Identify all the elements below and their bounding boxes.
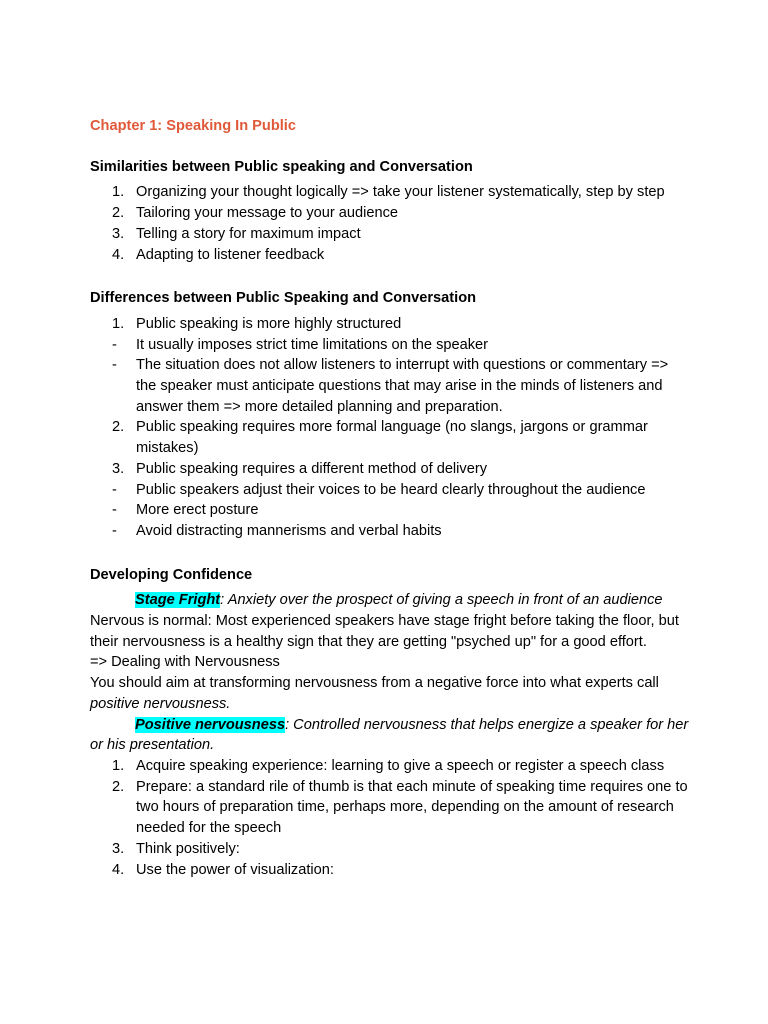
chapter-title: Chapter 1: Speaking In Public (90, 118, 296, 134)
list-item: 2. Tailoring your message to your audience (112, 205, 399, 222)
section-heading-similarities: Similarities between Public speaking and Conversation (90, 158, 473, 175)
list-item: 1. Acquire speaking experience: learning to give a speech or register a speech class (112, 757, 665, 774)
list-item: - It usually imposes strict time limitations on the speaker (112, 336, 489, 353)
dealing-line: => Dealing with Nervousness (90, 654, 280, 671)
list-item: 2. Public speaking requires more formal language (no slangs, jargons or grammar mistakes) (112, 419, 648, 457)
list-item: - The situation does not allow listeners to interrupt with questions or commentary => the speaker must anticipate questions that may arise in the minds of listeners and answer them => more detailed planning and preparation. (112, 357, 669, 415)
section-heading-differences: Differences between Public Speaking and Conversation (90, 290, 477, 307)
list-item: - Public speakers adjust their voices to be heard clearly throughout the audience (112, 481, 646, 498)
list-item: - More erect posture (112, 502, 259, 519)
highlighted-term-positive-nervousness: Positive nervousness (135, 716, 286, 733)
positive-nervousness-definition: Positive nervousness: Controlled nervousness that helps energize a speaker for her or his presentation. (90, 716, 689, 754)
nervous-paragraph: Nervous is normal: Most experienced speakers have stage fright before taking the floor, but their nervousness is a healthy sign that they are getting "psyched up" for a good effort. (90, 613, 679, 650)
section-heading-confidence: Developing Confidence (90, 566, 253, 583)
differences-list (90, 314, 690, 542)
document-body (90, 116, 690, 880)
list-item: 4. Adapting to listener feedback (112, 246, 325, 263)
list-item: 2. Prepare: a standard rile of thumb is that each minute of speaking time requires one to two hours of preparation time, perhaps more, depending on the amount of research needed for the speech (112, 778, 688, 837)
list-item: 1. Organizing your thought logically => take your listener systematically, step by step (112, 184, 665, 201)
transform-paragraph: You should aim at transforming nervousness from a negative force into what experts call positive nervousness. (90, 675, 659, 712)
similarities-list (90, 182, 690, 265)
list-item: 3. Think positively: (112, 840, 240, 857)
list-item: 3. Telling a story for maximum impact (112, 225, 361, 242)
list-item: - Avoid distracting mannerisms and verbal habits (112, 522, 442, 539)
highlighted-term-stage-fright: Stage Fright (135, 592, 221, 609)
stage-fright-definition: Stage Fright: Anxiety over the prospect of giving a speech in front of an audience (135, 592, 663, 609)
confidence-list (90, 756, 690, 880)
list-item: 1. Public speaking is more highly structured (112, 315, 402, 332)
list-item: 4. Use the power of visualization: (112, 861, 334, 878)
list-item: 3. Public speaking requires a different method of delivery (112, 460, 487, 477)
